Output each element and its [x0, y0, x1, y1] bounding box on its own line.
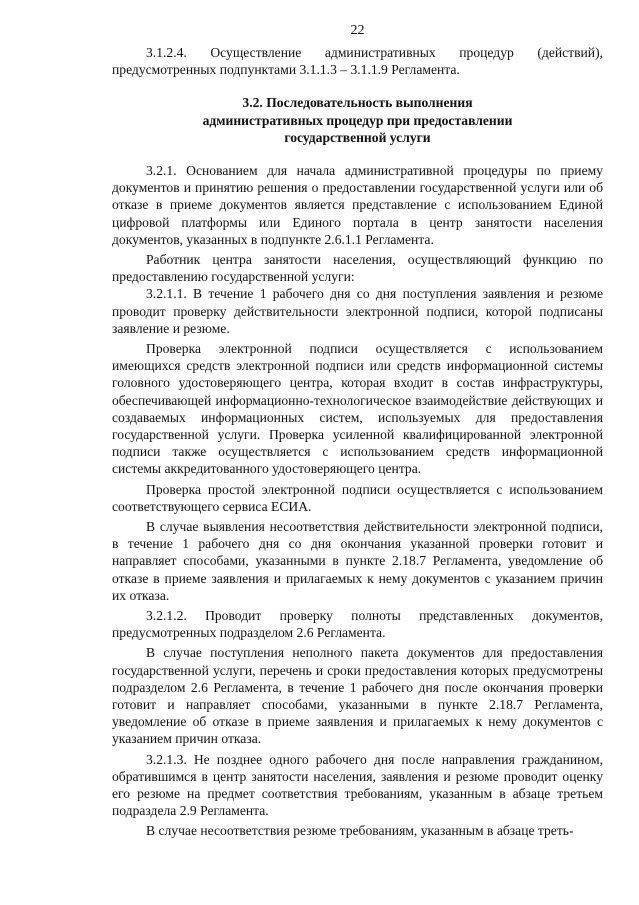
- paragraph-3-1-2-4: 3.1.2.4. Осуществление административных процедур (действий), предусмотренных подпунктами 3.1.1.3 – 3.1.1.9 Регламента.: [112, 45, 603, 78]
- paragraph-3-2-1-1: 3.2.1.1. В течение 1 рабочего дня со дня поступления заявления и резюме проводит проверку действительности электронной подписи, которой подписаны заявление и резюме.: [112, 286, 603, 336]
- paragraph-resume-mismatch: В случае несоответствия резюме требованиям, указанным в абзаце треть-: [146, 823, 574, 839]
- paragraph-signature-mismatch: В случае выявления несоответствия действительности электронной подписи, в течение 1 рабочего дня со дня окончания указанной проверки готовит и направляет способами, указанными в пункте 2.18.7 Регламента, уведомление об отказе в приеме заявления и прилагаемых к нему документов с указанием причин их отказа.: [112, 518, 603, 603]
- page-number: 22: [350, 23, 365, 38]
- paragraph-worker-function: Работник центра занятости населения, осуществляющий функцию по предоставлению государственной услуги:: [112, 251, 603, 285]
- paragraph-simple-signature: Проверка простой электронной подписи осуществляется с использованием соответствующего сервиса ЕСИА.: [112, 481, 603, 514]
- paragraph-3-2-1-3: 3.2.1.3. Не позднее одного рабочего дня после направления гражданином, обратившимся в центр занятости населения, заявления и резюме проводит оценку его резюме на предмет соответствия требованиям, указанным в абзаце третьем подраздела 2.9 Регламента.: [112, 751, 603, 819]
- paragraph-incomplete-package: В случае поступления неполного пакета документов для предоставления государственной услуги, перечень и сроки предоставления которых предусмотрены подразделом 2.6 Регламента, в течение 1 рабочего дня после окончания проверки готовит и направляет способами, указанными в пункте 2.18.7 Регламента, уведомление об отказе в приеме заявления и прилагаемых к нему документов с указанием причин отказа.: [112, 645, 603, 747]
- heading-line-3: государственной услуги: [284, 130, 431, 146]
- paragraph-signature-check: Проверка электронной подписи осуществляется с использованием имеющихся средств электронной подписи или средств информационной системы головного удостоверяющего центра, которая входит в состав инфраструктуры, обеспечивающей информационно-технологическое взаимодействие действующих и создаваемых информационных систем, используемых для предоставления государственной услуги. Проверка усиленной квалифицированной электронной подписи также осуществляется с использованием средств информационной системы аккредитованного удостоверяющего центра.: [112, 340, 603, 477]
- paragraph-3-2-1: 3.2.1. Основанием для начала административной процедуры по приему документов и принятию решения о предоставлении государственной услуги или об отказе в приеме документов является представление с использованием Единой цифровой платформы или Единого портала в центр занятости населения документов, указанных в подпункте 2.6.1.1 Регламента.: [112, 162, 603, 247]
- heading-line-2: административных процедур при предоставлении: [202, 112, 513, 128]
- paragraph-3-2-1-2: 3.2.1.2. Проводит проверку полноты представленных документов, предусмотренных подразделом 2.6 Регламента.: [112, 607, 603, 641]
- heading-line-1: 3.2. Последовательность выполнения: [242, 95, 473, 111]
- section-heading-3-2: [112, 94, 603, 147]
